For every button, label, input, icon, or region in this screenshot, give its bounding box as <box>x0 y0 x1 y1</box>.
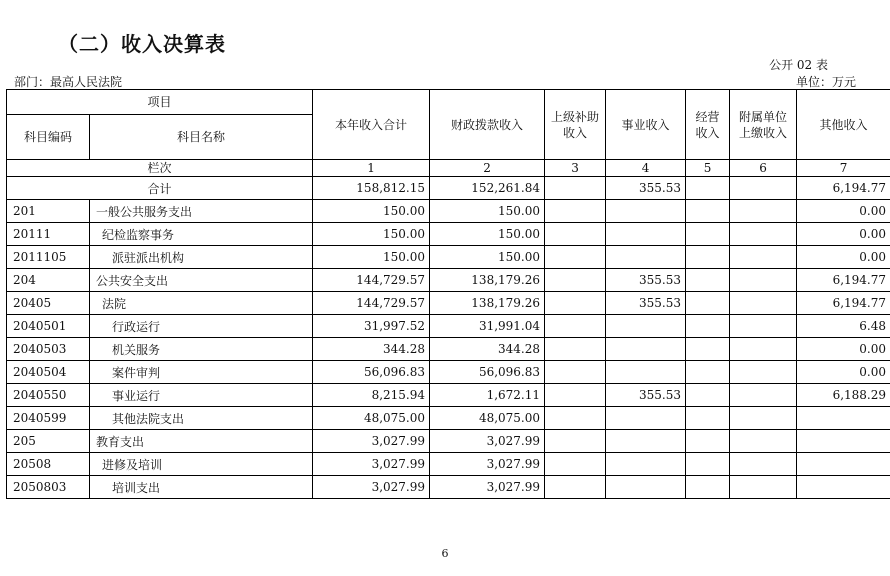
row-value <box>730 476 797 499</box>
row-code: 2040599 <box>7 407 90 430</box>
income-table <box>6 89 890 499</box>
page-title: （二）收入决算表 <box>58 32 226 56</box>
col-num: 3 <box>545 160 606 177</box>
table-row <box>7 246 890 269</box>
row-value <box>606 476 686 499</box>
row-value <box>545 292 606 315</box>
row-value: 150.00 <box>313 246 430 269</box>
table-row <box>7 223 890 246</box>
row-code: 201 <box>7 200 90 223</box>
row-value <box>730 223 797 246</box>
row-value: 3,027.99 <box>430 453 545 476</box>
row-value: 355.53 <box>606 269 686 292</box>
row-value: 31,991.04 <box>430 315 545 338</box>
row-value: 355.53 <box>606 384 686 407</box>
table-row <box>7 338 890 361</box>
row-value <box>686 315 730 338</box>
row-code: 2040550 <box>7 384 90 407</box>
row-value: 150.00 <box>430 246 545 269</box>
row-value <box>545 476 606 499</box>
row-value <box>686 407 730 430</box>
table-row <box>7 476 890 499</box>
row-name: 案件审判 <box>90 361 313 384</box>
row-value <box>797 430 890 453</box>
row-value <box>545 407 606 430</box>
header-total-income: 本年收入合计 <box>313 90 430 160</box>
row-value: 6,188.29 <box>797 384 890 407</box>
row-value: 8,215.94 <box>313 384 430 407</box>
header-fiscal: 财政拨款收入 <box>430 90 545 160</box>
row-value <box>545 200 606 223</box>
row-value: 150.00 <box>313 200 430 223</box>
total-cell <box>730 177 797 200</box>
row-value <box>545 453 606 476</box>
row-code: 2011105 <box>7 246 90 269</box>
row-value: 56,096.83 <box>430 361 545 384</box>
row-value: 0.00 <box>797 361 890 384</box>
col-num: 1 <box>313 160 430 177</box>
row-value <box>686 338 730 361</box>
row-value <box>545 246 606 269</box>
row-value <box>730 269 797 292</box>
row-value <box>686 200 730 223</box>
row-value: 0.00 <box>797 223 890 246</box>
row-value: 3,027.99 <box>313 476 430 499</box>
row-value: 6.48 <box>797 315 890 338</box>
row-value: 3,027.99 <box>313 430 430 453</box>
total-cell <box>545 177 606 200</box>
total-cell: 355.53 <box>606 177 686 200</box>
header-superior: 上级补助收入 <box>545 90 606 160</box>
row-value <box>606 407 686 430</box>
col-num: 6 <box>730 160 797 177</box>
row-name: 教育支出 <box>90 430 313 453</box>
row-value: 138,179.26 <box>430 292 545 315</box>
row-value: 144,729.57 <box>313 292 430 315</box>
row-value <box>730 338 797 361</box>
row-value: 3,027.99 <box>313 453 430 476</box>
row-name: 行政运行 <box>90 315 313 338</box>
row-value <box>545 338 606 361</box>
row-name: 派驻派出机构 <box>90 246 313 269</box>
unit-label: 单位：万元 <box>795 75 856 89</box>
total-row <box>7 177 890 200</box>
row-value <box>730 292 797 315</box>
col-num: 7 <box>797 160 890 177</box>
row-value: 144,729.57 <box>313 269 430 292</box>
row-value <box>606 430 686 453</box>
row-value: 0.00 <box>797 338 890 361</box>
row-value <box>606 246 686 269</box>
row-value <box>545 384 606 407</box>
row-value: 48,075.00 <box>313 407 430 430</box>
row-value <box>730 430 797 453</box>
row-value <box>686 269 730 292</box>
row-value <box>606 200 686 223</box>
row-value <box>686 223 730 246</box>
row-value <box>606 315 686 338</box>
row-value: 1,672.11 <box>430 384 545 407</box>
row-value: 31,997.52 <box>313 315 430 338</box>
row-value: 56,096.83 <box>313 361 430 384</box>
header-column-row: 栏次 <box>7 160 313 177</box>
row-name: 公共安全支出 <box>90 269 313 292</box>
row-value <box>545 430 606 453</box>
row-value <box>545 361 606 384</box>
row-value: 150.00 <box>430 223 545 246</box>
table-row <box>7 200 890 223</box>
header-name: 科目名称 <box>90 115 313 160</box>
row-value: 355.53 <box>606 292 686 315</box>
row-value: 6,194.77 <box>797 269 890 292</box>
row-code: 2040503 <box>7 338 90 361</box>
header-code: 科目编码 <box>7 115 90 160</box>
row-value <box>730 407 797 430</box>
col-num: 4 <box>606 160 686 177</box>
col-num: 2 <box>430 160 545 177</box>
table-row <box>7 384 890 407</box>
table-row <box>7 430 890 453</box>
row-value <box>606 361 686 384</box>
total-cell: 6,194.77 <box>797 177 890 200</box>
row-value <box>797 453 890 476</box>
row-value: 150.00 <box>430 200 545 223</box>
row-value <box>686 430 730 453</box>
row-code: 2040504 <box>7 361 90 384</box>
row-code: 2050803 <box>7 476 90 499</box>
row-value: 0.00 <box>797 200 890 223</box>
col-num: 5 <box>686 160 730 177</box>
row-value: 3,027.99 <box>430 476 545 499</box>
table-row <box>7 269 890 292</box>
row-value <box>686 384 730 407</box>
row-value <box>797 407 890 430</box>
row-name: 进修及培训 <box>90 453 313 476</box>
row-value <box>545 223 606 246</box>
table-row <box>7 361 890 384</box>
department-label: 部门：最高人民法院 <box>14 75 123 89</box>
row-value: 344.28 <box>430 338 545 361</box>
row-value <box>730 384 797 407</box>
total-cell <box>686 177 730 200</box>
row-name: 其他法院支出 <box>90 407 313 430</box>
row-name: 培训支出 <box>90 476 313 499</box>
page-number: 6 <box>441 547 449 560</box>
row-value: 344.28 <box>313 338 430 361</box>
row-value <box>606 453 686 476</box>
table-row <box>7 315 890 338</box>
row-code: 205 <box>7 430 90 453</box>
total-label: 合计 <box>7 177 313 200</box>
form-number: 公开 02 表 <box>769 58 828 72</box>
header-operating: 经营收入 <box>686 90 730 160</box>
header-other: 其他收入 <box>797 90 890 160</box>
row-value <box>686 361 730 384</box>
row-value <box>730 200 797 223</box>
row-value <box>686 292 730 315</box>
row-value <box>730 453 797 476</box>
table-row <box>7 407 890 430</box>
row-name: 法院 <box>90 292 313 315</box>
row-code: 20405 <box>7 292 90 315</box>
row-value: 138,179.26 <box>430 269 545 292</box>
header-business: 事业收入 <box>606 90 686 160</box>
row-name: 事业运行 <box>90 384 313 407</box>
row-code: 20111 <box>7 223 90 246</box>
row-value <box>686 246 730 269</box>
row-value <box>545 315 606 338</box>
row-value: 0.00 <box>797 246 890 269</box>
row-value <box>797 476 890 499</box>
header-affiliated: 附属单位上缴收入 <box>730 90 797 160</box>
row-value: 6,194.77 <box>797 292 890 315</box>
row-value: 3,027.99 <box>430 430 545 453</box>
row-name: 纪检监察事务 <box>90 223 313 246</box>
table-row <box>7 453 890 476</box>
row-value: 48,075.00 <box>430 407 545 430</box>
row-value: 150.00 <box>313 223 430 246</box>
total-cell: 158,812.15 <box>313 177 430 200</box>
row-name: 一般公共服务支出 <box>90 200 313 223</box>
row-value <box>606 223 686 246</box>
row-code: 204 <box>7 269 90 292</box>
total-cell: 152,261.84 <box>430 177 545 200</box>
row-value <box>545 269 606 292</box>
table-row <box>7 292 890 315</box>
row-value <box>686 476 730 499</box>
row-name: 机关服务 <box>90 338 313 361</box>
row-value <box>730 315 797 338</box>
row-value <box>686 453 730 476</box>
row-code: 20508 <box>7 453 90 476</box>
row-code: 2040501 <box>7 315 90 338</box>
row-value <box>730 361 797 384</box>
row-value <box>606 338 686 361</box>
row-value <box>730 246 797 269</box>
header-item: 项目 <box>7 90 313 115</box>
